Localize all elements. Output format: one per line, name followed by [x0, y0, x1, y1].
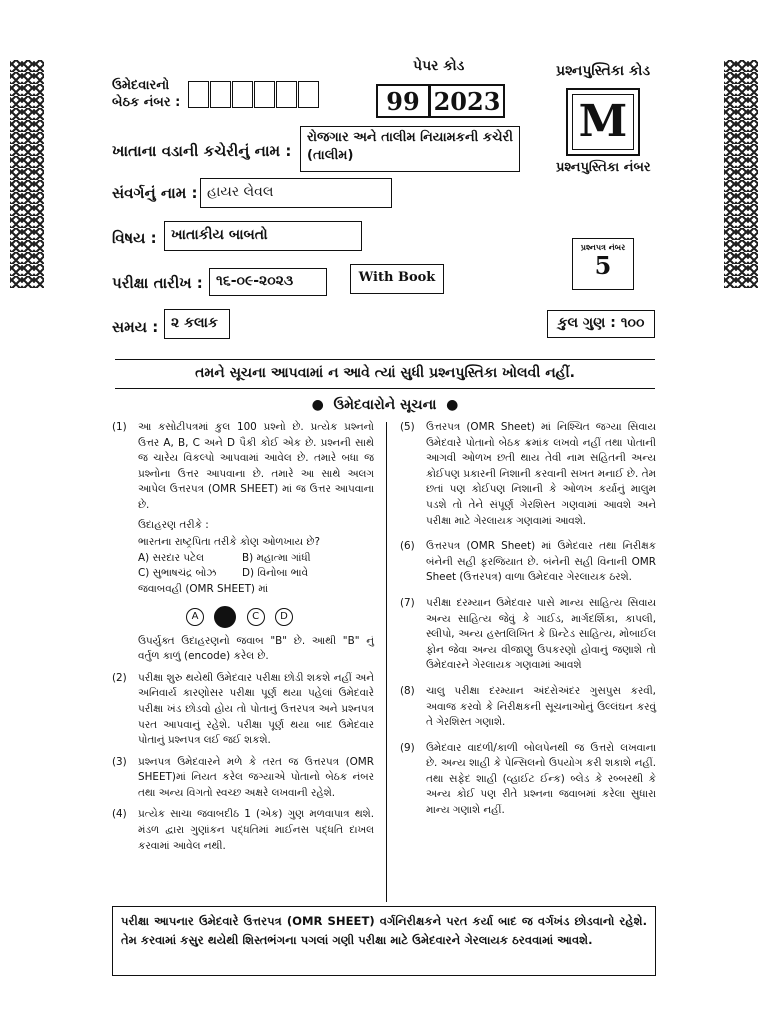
example-options-row-1 — [138, 551, 374, 567]
instruction-number: (2) — [112, 671, 127, 684]
answer-sheet-line: જવાબવહી (OMR SHEET) માં — [138, 582, 269, 595]
seat-number-box-3[interactable] — [232, 81, 253, 108]
option-b: B) મહાત્મા ગાંધી — [242, 551, 311, 564]
instruction-number: (5) — [400, 421, 415, 433]
instruction-text: પરીક્ષા શુરુ થયેથી ઉમેદવાર પરીક્ષા છોડી શકશે નહીં અને અનિવાર્ય કારણોસર પરીક્ષા પૂર્ણ થયા પહેલાં ઉમેદવારે પરીક્ષા ખંડ છોડવો હોય તો પોતાનું ઉત્તરપત્ર અને પ્રશ્નપત્ર પરત આપવાનું રહેશે. પરીક્ષા પૂર્ણ થયા બાદ ઉમેદવાર પોતાનું પ્રશ્નપત્ર લઈ જઈ શકશે. — [138, 671, 374, 747]
instruction-text: પ્રત્યેક સાચા જવાબદીઠ 1 (એક) ગુણ મળવાપાત્ર થશે. મંડળ દ્વારા ગુણાંકન પદ્ધતિમાં માઈનસ પદ્ધતિ દાખલ કરવામાં આવેલ નથી. — [138, 808, 374, 852]
bubble-c: C — [247, 608, 265, 626]
paper-number-box — [572, 238, 634, 290]
instruction-2 — [112, 671, 374, 749]
footer-note-box — [112, 906, 656, 976]
divider-bottom — [115, 388, 655, 389]
booklet-code-outer — [566, 88, 640, 156]
instruction-text: પ્રશ્નપત્ર ઉમેદવારને મળે કે તરત જ ઉત્તરપત્ર (OMR SHEET)માં નિયત કરેલ જગ્યાએ પોતાનો બેઠક નંબર તથા અન્ય વિગતો સ્વચ્છ અક્ષરે લખવાની રહેશે. — [138, 755, 374, 799]
subject-value: ખાતાકીય બાબતો — [164, 221, 362, 251]
option-a: A) સરદાર પટેલ — [138, 551, 204, 564]
cadre-label: સંવર્ગનું નામ : — [112, 184, 198, 202]
seat-number-box-5[interactable] — [276, 81, 297, 108]
right-decorative-border — [724, 60, 758, 288]
instructions-left-column — [112, 420, 374, 860]
booklet-code-inner — [572, 94, 634, 150]
seat-number-box-6[interactable] — [298, 81, 319, 108]
instruction-text: આ કસોટીપત્રમાં કુલ 100 પ્રશ્નો છે. પ્રત્યેક પ્રશ્નનો ઉત્તર A, B, C અને D પૈકી કોઈ એક છે. પ્રશ્નની સાથે જ ચારેય વિકલ્પો આપવામાં આવેલ છે. તમારે બધા જ પ્રશ્નોના ઉત્તર આપવાના છે. તમારે આ સાથે અલગ આપેલ ઉત્તરપત્ર (OMR SHEET) માં જ ઉત્તર આપવાના છે. — [138, 421, 374, 511]
instruction-7 — [400, 596, 656, 674]
column-divider — [386, 422, 387, 902]
divider-top — [115, 359, 655, 360]
cadre-value: હાયર લેવલ — [200, 178, 392, 208]
instructions-title-row — [115, 397, 655, 413]
instruction-3 — [112, 755, 374, 802]
paper-code-number: 99 — [376, 84, 430, 118]
example-question: ભારતના રાષ્ટ્રપિતા તરીકે કોણ ઓળખાય છે? — [138, 536, 320, 549]
footer-note: પરીક્ષા આપનાર ઉમેદવારે ઉત્તરપત્ર (OMR SHEET) વર્ગનિરીક્ષકને પરત કર્યા બાદ જ વર્ગખંડ છોડવાનો રહેશે. તેમ કરવામાં કસુર થયેથી શિસ્તભંગના પગલાં ગણી પરીક્ષા માટે ઉમેદવારને ગેરલાયક ઠરવવામાં આવશે. — [121, 914, 647, 947]
instruction-number: (8) — [400, 684, 415, 697]
instruction-6 — [400, 539, 656, 586]
paper-code-label: પેપર કોડ — [413, 58, 465, 74]
time-label: સમય : — [112, 318, 159, 336]
instruction-number: (6) — [400, 540, 415, 553]
instruction-text: ચાલુ પરીક્ષા દરમ્યાન અંદરોઅંદર ગુસપુસ કરવી, અવાજ કરવો કે નિરીક્ષકની સૂચનાઓનું ઉલ્લંઘન કરવું તે ગેરશિસ્ત ગણાશે. — [426, 684, 656, 729]
instruction-9 — [400, 741, 656, 819]
office-label: ખાતાના વડાની કચેરીનું નામ : — [112, 142, 292, 160]
example-label: ઉદાહરણ તરીકે : — [138, 518, 209, 531]
total-marks: કુલ ગુણ : ૧૦૦ — [547, 310, 655, 338]
open-booklet-warning: તમને સૂચના આપવામાં ન આવે ત્યાં સુધી પ્રશ્નપુસ્તિકા ખોલવી નહીં. — [195, 365, 575, 381]
instruction-5 — [400, 420, 656, 529]
instruction-number: (9) — [400, 741, 415, 754]
option-c: C) સુભાષચંદ્ર બોઝ — [138, 567, 217, 580]
exam-date-value: ૧૬-૦૯-૨૦૨૩ — [209, 268, 327, 296]
seat-label-line1: ઉમેદવારનો — [112, 78, 170, 93]
seat-label-line2: બેઠક નંબર : — [112, 95, 181, 110]
seat-number-box-2[interactable] — [210, 81, 231, 108]
instructions-title: ઉમેદવારોને સૂચના — [333, 397, 437, 413]
instruction-number: (3) — [112, 755, 127, 768]
left-decorative-border — [10, 60, 44, 288]
paper-number-value: 5 — [594, 251, 612, 280]
instruction-number: (1) — [112, 421, 127, 433]
paper-number-label: પ્રશ્નપત્ર નંબર — [580, 243, 626, 252]
paper-code-year: 2023 — [429, 84, 505, 118]
office-value: રોજગાર અને તાલીમ નિયામકની કચેરી (તાલીમ) — [300, 126, 520, 172]
instruction-8 — [400, 684, 656, 731]
instruction-number: (4) — [112, 808, 127, 821]
instruction-text: ઉમેદવાર વાદળી/કાળી બોલપેનથી જ ઉત્તરો લખવાના છે. અન્ય શાહી કે પેન્સિલનો ઉપયોગ કરી શકાશે નહીં. તથા સફેદ શાહી (વ્હાઈટ ઈન્ક) બ્લેડ કે રબ્બરથી કે અન્ય કોઈ પણ રીતે પ્રશ્નના જવાબમાં કરેલા સુધારા માન્ય ગણાશે નહીં. — [426, 741, 656, 817]
instructions-right-column — [400, 420, 656, 825]
subject-label: વિષય : — [112, 229, 157, 247]
omr-bubble-row — [112, 606, 374, 628]
bullet-icon-right: ● — [436, 397, 459, 413]
time-value: ૨ કલાક — [164, 309, 230, 339]
encode-note: ઉપર્યુક્ત ઉદાહરણનો જવાબ "B" છે. આથી "B" નું વર્તુળ કાળું (encode) કરેલ છે. — [138, 634, 374, 663]
with-book-tag: With Book — [350, 264, 444, 294]
option-d: D) વિનોબા ભાવે — [242, 567, 309, 580]
example-options-row-2 — [138, 566, 374, 582]
seat-number-box-4[interactable] — [254, 81, 275, 108]
instruction-text: ઉત્તરપત્ર (OMR Sheet) માં નિશ્ચિત જગ્યા સિવાય ઉમેદવારે પોતાનો બેઠક ક્રમાંક લખવો નહીં તથા પોતાની આગવી ઓળખ છતી થાય તેવી નામ સહિતની અન્ય કોઈપણ પ્રકારની નિશાની કરવાની સખત મનાઈ છે. તેમ છતાં પણ કોઈપણ નિશાની કે ઓળખ કર્યાનું માલુમ પડશે તો તેને સંપૂર્ણ ગેરશિસ્ત ગણવામાં આવશે અને પરીક્ષા માટે ગેરલાયક ગણવામાં આવશે. — [426, 421, 656, 527]
seat-number-box-1[interactable] — [188, 81, 209, 108]
booklet-code-letter: M — [578, 96, 628, 147]
instruction-text: ઉત્તરપત્ર (OMR Sheet) માં ઉમેદવાર તથા નિરીક્ષક બંનેની સહી ફરજિયાત છે. બંનેની સહી વિનાની OMR Sheet (ઉત્તરપત્ર) વાળા ઉમેદવાર ગેરલાયક ઠરશે. — [426, 540, 656, 584]
instruction-4 — [112, 807, 374, 854]
instruction-number: (7) — [400, 596, 415, 609]
exam-date-label: પરીક્ષા તારીખ : — [112, 274, 203, 292]
booklet-code-label: પ્રશ્નપુસ્તિકા કોડ — [556, 63, 651, 79]
instruction-1 — [112, 420, 374, 665]
instruction-text: પરીક્ષા દરમ્યાન ઉમેદવાર પાસે માન્ય સાહિત્ય સિવાય અન્ય સાહિત્ય જેવું કે ગાઈડ, માર્ગદર્શિકા, કાપલી, સ્લીપો, અન્ય હસ્તલિખિત કે પ્રિન્ટેડ સાહિત્ય, મોબાઈલ ફોન જેવા અન્ય વીજાણુ ઉપકરણો હોવાનું જણાશે તો ઉમેદવારને ગેરલાયક ગણવામાં આવશે — [426, 596, 656, 672]
bullet-icon-left: ● — [311, 397, 334, 413]
bubble-d: D — [275, 608, 293, 626]
booklet-number-label: પ્રશ્નપુસ્તિકા નંબર — [556, 160, 651, 175]
bubble-b-filled — [214, 606, 236, 628]
bubble-a: A — [186, 608, 204, 626]
